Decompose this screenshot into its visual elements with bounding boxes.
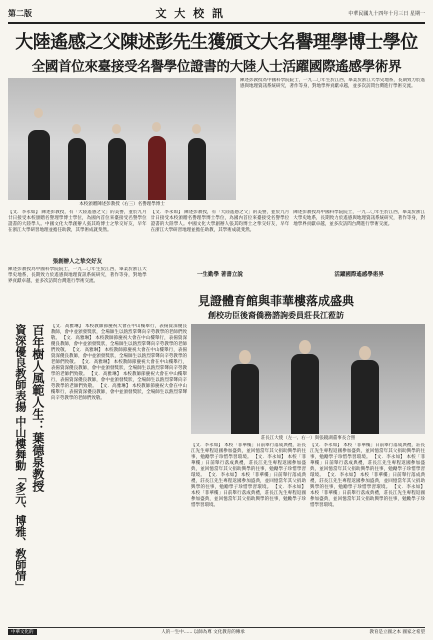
footer-left: 中華文化的 — [8, 629, 37, 635]
vertical-title: 百年樹人風範人生：葉德泉教授 — [30, 324, 45, 492]
photo-caption: 本校頒贈陳述彭教授（右三）名譽理學博士 — [79, 202, 165, 207]
section-heading: 活躍國際遙感學術界 — [334, 272, 384, 278]
article-text: 【文．李永如】 陳述彭教授，有「大陸遙感之父」的美譽，並於九月廿日接受本校頒贈名譽理學博士學位，為國內首位來臺接受名譽學位證書的大陸學人。中國文化大學創辦人張其昀博士之挚交好友，早年在浙江大學研習地理並擔任助教，其學術成就斐然。 — [150, 210, 290, 233]
footer-right: 教育是立國之本 國家之希望 — [369, 630, 425, 635]
footer-mid: 人的一生中...... 以師為尊 文化教育的傳承 — [161, 630, 245, 635]
masthead — [8, 6, 425, 24]
ceremony-photo — [8, 78, 236, 200]
article-text: 【文．李永如】 本校「菲華樓」日前舉行落成典禮，莊長江先生專程返國參加盛典，並回憶當年其父捐助興學的往事，勉勵學子珍惜學習環境。 【文．李永如】 本校「菲華樓」日前舉行落成典禮，莊長江先生專程返國參加盛典，並回憶當年其父捐助興學的往事，勉勵學子珍惜學習環境。 【文．李永如】 本校「菲華樓」日前舉行落成典禮，莊長江先生專程返國參加盛典，並回憶當年其父捐助興學的往事，勉勵學子珍惜學習環境。 【文．李永如】 本校「菲華樓」日前舉行落成典禮，莊長江先生專程返國參加盛典，並回憶當年其父捐助興學的往事，勉勵學子珍惜學習環境。 — [191, 443, 306, 508]
visit-photo — [191, 324, 425, 434]
paper-name: 文 大 校 訊 — [155, 7, 225, 20]
issue-date: 中華民國九十四年十月三日 星期一 — [348, 10, 425, 17]
article-text: 陳述彭教授為中國科學院院士，一九二〇年生於江西，畢業於浙江大學史地系，長期致力於遙感與地理資訊系統研究，著作等身，對地學界貢獻卓越，並多次訪問台灣進行學術交流。 — [240, 78, 425, 89]
mid-subheadline: 創校功臣後裔僑務諮詢委員莊長江蒞訪 — [208, 311, 344, 320]
page-footer — [8, 627, 425, 636]
section-heading: 張創辦人之挚交好友 — [52, 259, 103, 265]
vertical-subtitle: 資深優良教師表揚 中山樓舞動「多元、博雅、敎師情」 — [13, 324, 27, 592]
article-text: 【文．李永如】 本校「菲華樓」日前舉行落成典禮，莊長江先生專程返國參加盛典，並回憶當年其父捐助興學的往事，勉勵學子珍惜學習環境。 【文．李永如】 本校「菲華樓」日前舉行落成典禮，莊長江先生專程返國參加盛典，並回憶當年其父捐助興學的往事，勉勵學子珍惜學習環境。 【文．李永如】 本校「菲華樓」日前舉行落成典禮，莊長江先生專程返國參加盛典，並回憶當年其父捐助興學的往事，勉勵學子珍惜學習環境。 【文．李永如】 本校「菲華樓」日前舉行落成典禮，莊長江先生專程返國參加盛典，並回憶當年其父捐助興學的往事，勉勵學子珍惜學習環境。 — [310, 443, 425, 508]
section-heading: 一生勤學 著書立說 — [196, 272, 243, 278]
photo-caption: 莊長江大使（左一、右一）與張鏡湖董事長合照 — [260, 436, 356, 441]
subheadline: 全國首位來臺接受名譽學位證書的大陸人士活躍國際遙感學術界 — [31, 59, 402, 75]
article-text: 【文．高雅琳】 本校教師節慶祝大會在中山樓舉行，表揚資深優良教師，會中並頒發獎狀，全場師生以熱烈掌聲向辛勞教學的老師們致敬。 【文．高雅琳】 本校教師節慶祝大會在中山樓舉行，表揚資深優良教師，會中並頒發獎狀，全場師生以熱烈掌聲向辛勞教學的老師們致敬。 【文．高雅琳】 本校教師節慶祝大會在中山樓舉行，表揚資深優良教師，會中並頒發獎狀，全場師生以熱烈掌聲向辛勞教學的老師們致敬。 【文．高雅琳】 本校教師節慶祝大會在中山樓舉行，表揚資深優良教師，會中並頒發獎狀，全場師生以熱烈掌聲向辛勞教學的老師們致敬。 【文．高雅琳】 本校教師節慶祝大會在中山樓舉行，表揚資深優良教師，會中並頒發獎狀，全場師生以熱烈掌聲向辛勞教學的老師們致敬。 【文．高雅琳】 本校教師節慶祝大會在中山樓舉行，表揚資深優良教師，會中並頒發獎狀，全場師生以熱烈掌聲向辛勞教學的老師們致敬。 — [50, 324, 187, 401]
issue-label: 第二版 — [8, 7, 32, 18]
article-text: 陳述彭教授為中國科學院院士，一九二〇年生於江西，畢業於浙江大學史地系，長期致力於遙感與地理資訊系統研究，著作等身，對地學界貢獻卓越，並多次訪問台灣進行學術交流。 — [8, 267, 147, 284]
mid-headline: 見證體育館與菲華樓落成盛典 — [198, 294, 355, 308]
article-text: 陳述彭教授為中國科學院院士，一九二〇年生於江西，畢業於浙江大學史地系，長期致力於遙感與地理資訊系統研究，著作等身，對地學界貢獻卓越，並多次訪問台灣進行學術交流。 — [293, 210, 425, 227]
article-text: 【文．李永如】 陳述彭教授，有「大陸遙感之父」的美譽，並於九月廿日接受本校頒贈名譽理學博士學位，為國內首位來臺接受名譽學位證書的大陸學人。中國文化大學創辦人張其昀博士之挚交好友，早年在浙江大學研習地理並擔任助教，其學術成就斐然。 — [8, 210, 147, 233]
headline: 大陸遙感之父陳述彭先生獲頒文大名譽理學博士學位 — [15, 32, 418, 53]
